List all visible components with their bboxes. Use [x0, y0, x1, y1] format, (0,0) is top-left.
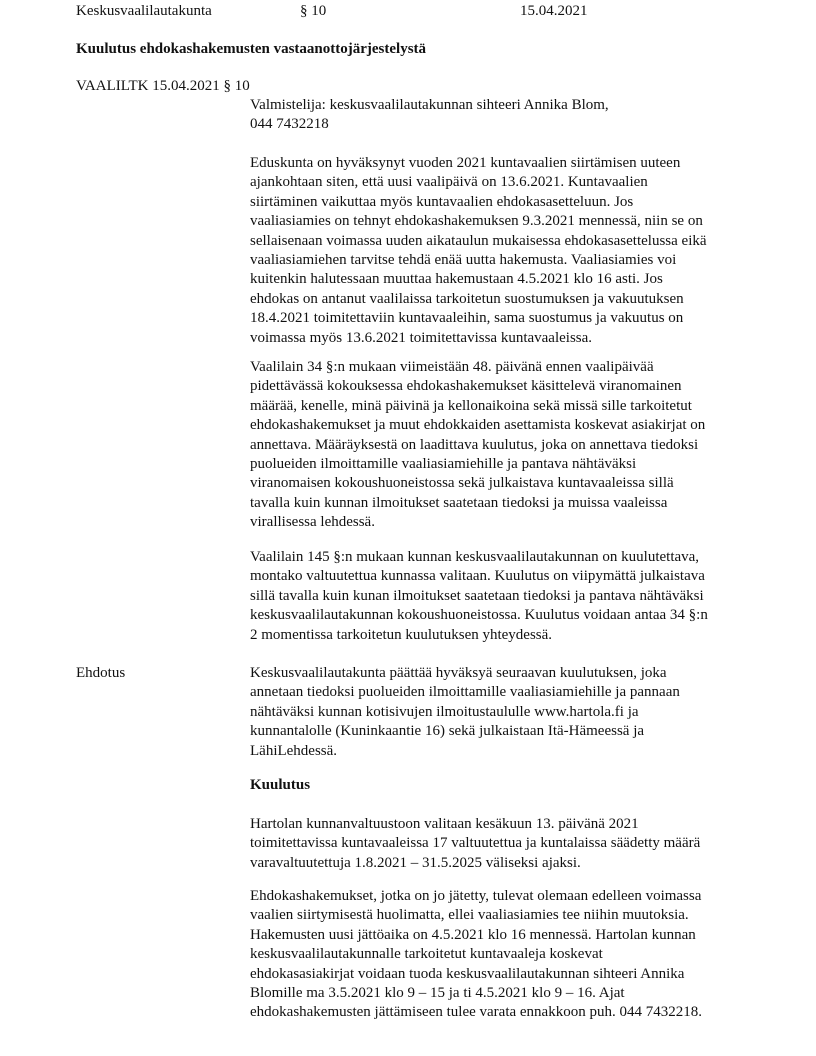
header-date: 15.04.2021 — [520, 3, 588, 19]
text-line: Vaalilain 34 §:n mukaan viimeistään 48. päivänä ennen vaalipäivää — [250, 359, 654, 375]
text-line: nähtäväksi kunnan kotisivujen ilmoitustaululle www.hartola.fi ja — [250, 703, 639, 720]
text-line: voimassa myös 13.6.2021 toimitettavissa kuntavaaleissa. — [250, 329, 593, 346]
text-line: Blomille ma 3.5.2021 klo 9 – 15 ja ti 4.5.2021 klo 9 – 16. Ajat — [250, 985, 625, 1002]
text-line: määrää, kenelle, minä päivinä ja kellonaikoina sekä missä sille tarkoitetut — [250, 397, 692, 414]
paragraph-law-145 — [250, 548, 708, 645]
header-organ: Keskusvaalilautakunta — [76, 3, 212, 19]
text-line: Keskusvaalilautakunta päättää hyväksyä seuraavan kuulutuksen, joka — [250, 665, 667, 681]
text-line: Hartolan kunnanvaltuustoon valitaan kesäkuun 13. päivänä 2021 — [250, 816, 639, 832]
text-line: ehdokashakemusten jättämiseen tulee varata ennakkoon puh. 044 7432218. — [250, 1004, 702, 1021]
text-line: 2 momentissa tarkoitetun kuulutuksen yhteydessä. — [250, 626, 553, 643]
preparer-line: Valmistelija: keskusvaalilautakunnan sihteeri Annika Blom, — [250, 97, 609, 113]
text-line: ehdokas on antanut vaalilaissa tarkoitetun suostumuksen ja vakuutuksen — [250, 290, 684, 307]
paragraph-law-34 — [250, 358, 705, 533]
text-line: puolueiden ilmoittamille vaaliasiamiehille ja pantava nähtäväksi — [250, 456, 637, 473]
text-line: annetaan tiedoksi puolueiden ilmoittamille vaaliasiamiehille ja pannaan — [250, 684, 680, 701]
text-line: toimitettavissa kuntavaaleissa 17 valtuutettua ja kuntalaissa säädetty määrä — [250, 835, 701, 852]
text-line: vaaliasiamies on tehnyt ehdokashakemuksen 9.3.2021 mennessä, niin se on — [250, 213, 703, 230]
text-line: virallisessa lehdessä. — [250, 514, 375, 531]
text-line: montako valtuutettua kunnassa valitaan. Kuulutus on viipymättä julkaistava — [250, 568, 705, 585]
text-line: Eduskunta on hyväksynyt vuoden 2021 kuntavaalien siirtämisen uuteen — [250, 155, 681, 171]
text-line: vaalien siirtymisestä huolimatta, ellei vaaliasiamies tee niihin muutoksia. — [250, 907, 689, 924]
announcement-paragraph-2 — [250, 887, 702, 1023]
announcement-paragraph-1 — [250, 815, 700, 873]
text-line: LähiLehdessä. — [250, 742, 338, 759]
text-line: Vaalilain 145 §:n mukaan kunnan keskusvaalilautakunnan on kuulutettava, — [250, 549, 700, 565]
text-line: Hakemusten uusi jättöaika on 4.5.2021 klo 16 mennessä. Hartolan kunnan — [250, 926, 696, 943]
paragraph-background — [250, 154, 707, 348]
document-title: Kuulutus ehdokashakemusten vastaanottojärjestelystä — [76, 41, 427, 57]
header-section: § 10 — [300, 3, 327, 19]
text-line: sellaisenaan voimassa uuden aikataulun mukaisessa ehdokasasettelussa eikä — [250, 232, 707, 249]
proposal-label: Ehdotus — [76, 665, 126, 681]
meeting-reference: VAALILTK 15.04.2021 § 10 — [76, 78, 250, 94]
preparer-block — [250, 96, 609, 135]
text-line: 18.4.2021 toimitettaviin kuntavaaleihin, sama suostumus ja vakuutus on — [250, 310, 684, 327]
text-line: varavaltuutettuja 1.8.2021 – 31.5.2025 väliseksi ajaksi. — [250, 854, 581, 871]
text-line: sillä tavalla kuin kunan ilmoitukset saatetaan tiedoksi ja pantava nähtäväksi — [250, 587, 704, 604]
preparer-phone: 044 7432218 — [250, 116, 329, 133]
text-line: viranomaisen kokoushuoneistossa sekä julkaistava kuntavaaleissa sillä — [250, 475, 674, 492]
text-line: ehdokasasiakirjat voidaan tuoda keskusvaalilautakunnan sihteeri Annika — [250, 965, 685, 982]
text-line: pidettävässä kokouksessa ehdokashakemukset käsittelevä viranomainen — [250, 378, 682, 395]
text-line: Ehdokashakemukset, jotka on jo jätetty, tulevat olemaan edelleen voimassa — [250, 888, 702, 904]
text-line: annettava. Määräyksestä on laadittava kuulutus, joka on annettava tiedoksi — [250, 436, 699, 453]
proposal-text — [250, 664, 680, 761]
text-line: keskusvaalilautakunnan kokoushuoneistossa. Kuulutus voidaan antaa 34 §:n — [250, 607, 708, 624]
text-line: kuitenkin halutessaan muuttaa hakemustaan 4.5.2021 klo 16 asti. Jos — [250, 271, 663, 288]
text-line: siirtäminen vaikuttaa myös kuntavaalien ehdokasasetteluun. Jos — [250, 193, 634, 210]
text-line: ehdokashakemukset ja muut ehdokkaiden asettamista koskevat asiakirjat on — [250, 417, 706, 434]
text-line: tavalla kuin kunnan ilmoitukset saatetaan tiedoksi ja muissa vaaleissa — [250, 494, 668, 511]
text-line: ajankohtaan siten, että uusi vaalipäivä on 13.6.2021. Kuntavaalien — [250, 174, 648, 191]
text-line: keskusvaalilautakunnalle tarkoitetut kuntavaaleja koskevat — [250, 946, 603, 963]
text-line: kunnantalolle (Kuninkaantie 16) sekä julkaistaan Itä-Hämeessä ja — [250, 723, 645, 740]
text-line: vaaliasiamiehen tarvitse tehdä enää uutta hakemusta. Vaaliasiamies voi — [250, 252, 677, 269]
announcement-heading: Kuulutus — [250, 777, 311, 793]
